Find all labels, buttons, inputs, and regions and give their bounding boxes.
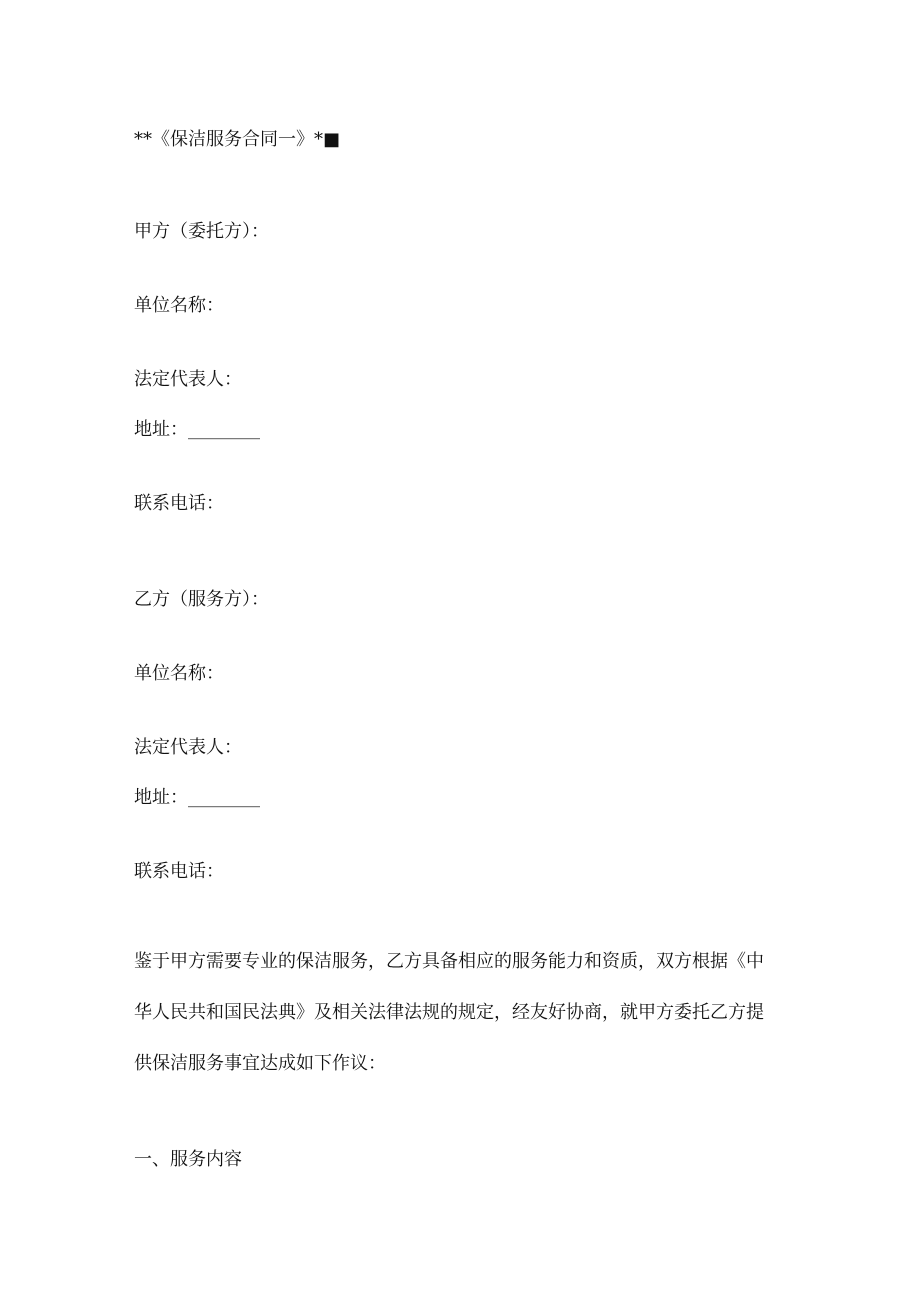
party-a-address: 地址：________	[134, 419, 260, 440]
party-b-unit-name: 单位名称：	[134, 663, 224, 684]
party-a-unit-name: 单位名称：	[134, 295, 224, 316]
preamble-paragraph	[134, 950, 784, 1103]
document-title: **《保洁服务合同一》*■	[134, 129, 341, 150]
preamble-line: 鉴于甲方需要专业的保洁服务，乙方具备相应的服务能力和资质，双方根据《中	[134, 951, 764, 972]
preamble-line: 供保洁服务事宜达成如下作议：	[134, 1053, 386, 1074]
party-a-phone: 联系电话：	[134, 493, 224, 514]
section-heading-service-content: 一、服务内容	[134, 1149, 242, 1170]
preamble-line: 华人民共和国民法典》及相关法律法规的规定，经友好协商，就甲方委托乙方提	[134, 1002, 764, 1023]
party-b-legal-rep: 法定代表人：	[134, 737, 242, 758]
party-b-phone: 联系电话：	[134, 861, 224, 882]
party-a-legal-rep: 法定代表人：	[134, 369, 242, 390]
party-b-heading: 乙方（服务方）：	[134, 589, 269, 610]
party-b-address: 地址：________	[134, 787, 260, 808]
party-a-heading: 甲方（委托方）：	[134, 221, 269, 242]
